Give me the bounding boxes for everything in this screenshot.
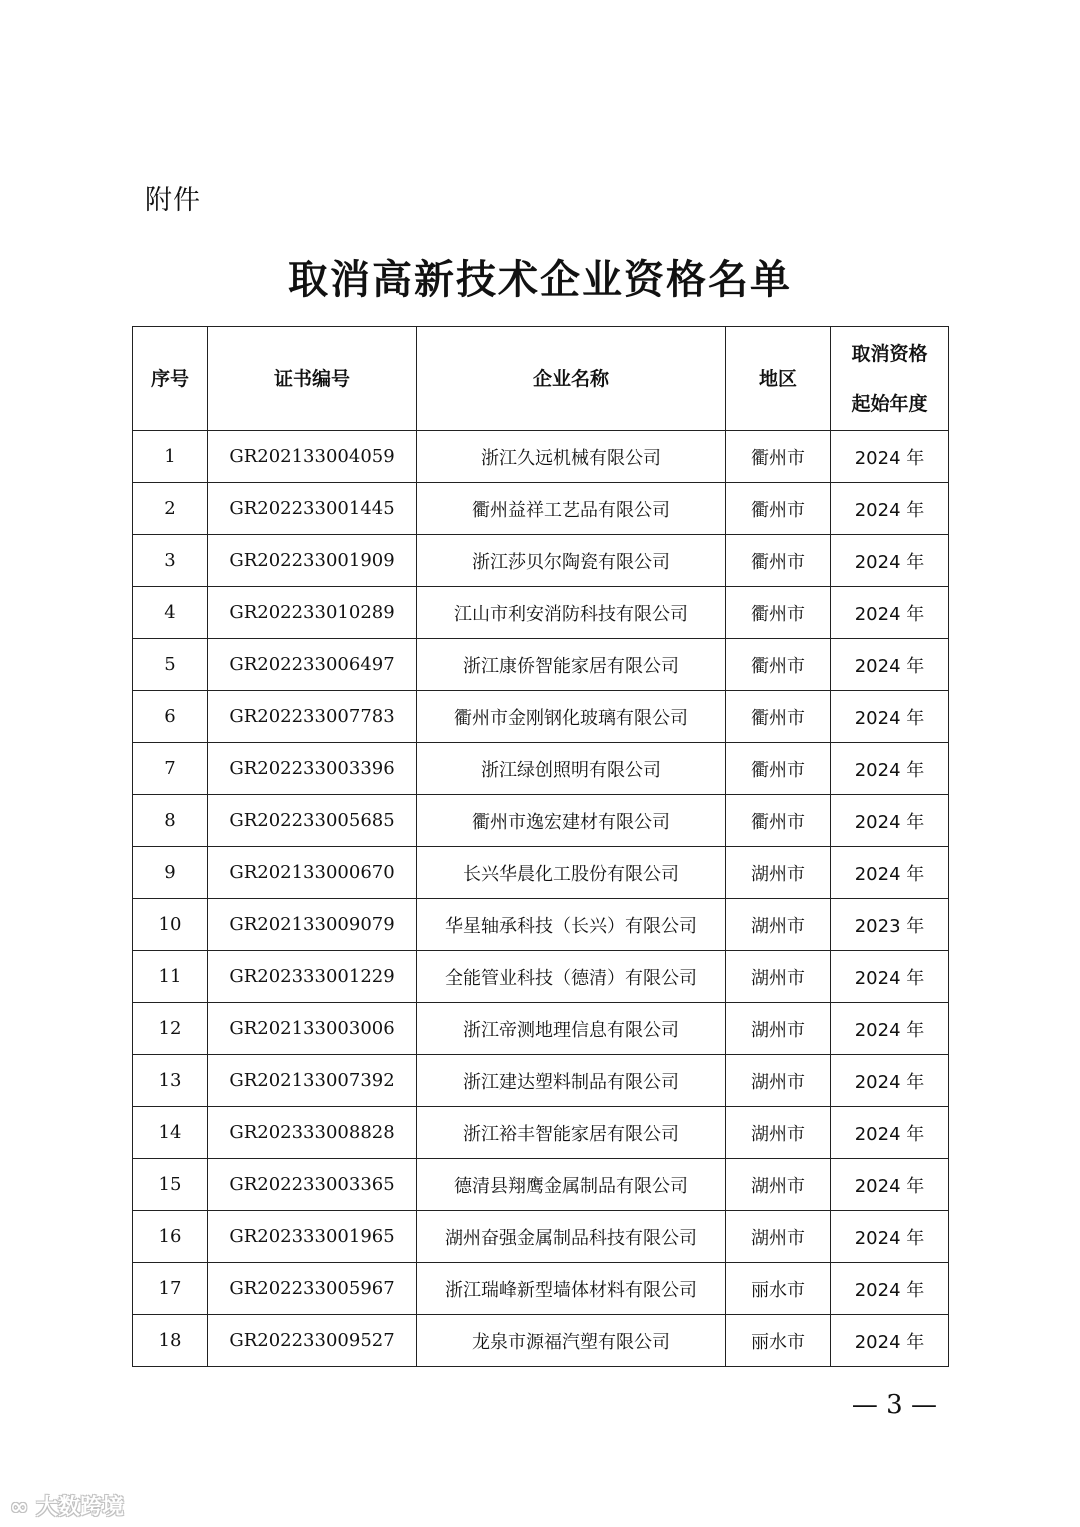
table-body [133,431,949,1367]
cell-year: 2024 年 [831,847,949,899]
cell-company: 龙泉市源福汽塑有限公司 [417,1315,726,1367]
header-year-line1: 取消资格 [851,342,928,365]
table-row [133,1003,949,1055]
cell-cert: GR202233010289 [208,587,417,639]
header-index: 序号 [133,327,208,431]
cell-company: 德清县翔鹰金属制品有限公司 [417,1159,726,1211]
cell-index: 10 [133,899,208,951]
cell-cert: GR202133004059 [208,431,417,483]
cell-index: 9 [133,847,208,899]
cell-region: 衢州市 [726,691,831,743]
cell-cert: GR202133000670 [208,847,417,899]
table-row [133,795,949,847]
table-row [133,1107,949,1159]
cell-year: 2024 年 [831,743,949,795]
cell-year: 2024 年 [831,795,949,847]
cell-cert: GR202333001229 [208,951,417,1003]
cell-region: 衢州市 [726,639,831,691]
cell-year: 2024 年 [831,1211,949,1263]
table-row [133,691,949,743]
cell-region: 衢州市 [726,431,831,483]
cell-cert: GR202233009527 [208,1315,417,1367]
cell-cert: GR202233006497 [208,639,417,691]
cell-cert: GR202233007783 [208,691,417,743]
table-row [133,1159,949,1211]
attachment-label: 附件 [145,185,201,216]
table-row [133,743,949,795]
cell-company: 江山市利安消防科技有限公司 [417,587,726,639]
cell-company: 湖州奋强金属制品科技有限公司 [417,1211,726,1263]
cell-year: 2024 年 [831,951,949,1003]
cell-company: 衢州市金刚钢化玻璃有限公司 [417,691,726,743]
cell-region: 湖州市 [726,847,831,899]
cell-company: 浙江帝测地理信息有限公司 [417,1003,726,1055]
cell-company: 华星轴承科技（长兴）有限公司 [417,899,726,951]
table-row [133,847,949,899]
cell-company: 浙江莎贝尔陶瓷有限公司 [417,535,726,587]
header-cert: 证书编号 [208,327,417,431]
cell-index: 6 [133,691,208,743]
cell-year: 2024 年 [831,1315,949,1367]
cell-company: 长兴华晨化工股份有限公司 [417,847,726,899]
cell-year: 2024 年 [831,1003,949,1055]
table-row [133,899,949,951]
page-number: — 3 — [851,1390,937,1420]
cell-year: 2023 年 [831,899,949,951]
cell-year: 2024 年 [831,691,949,743]
cell-company: 浙江裕丰智能家居有限公司 [417,1107,726,1159]
cell-region: 衢州市 [726,587,831,639]
watermark-logo: ∞ 大数跨境 [10,1495,124,1520]
cell-region: 湖州市 [726,1159,831,1211]
cell-index: 14 [133,1107,208,1159]
table-row [133,1263,949,1315]
cell-cert: GR202233001445 [208,483,417,535]
cell-company: 全能管业科技（德清）有限公司 [417,951,726,1003]
cell-index: 1 [133,431,208,483]
cell-region: 衢州市 [726,743,831,795]
header-company: 企业名称 [417,327,726,431]
cell-cert: GR202333001965 [208,1211,417,1263]
header-region: 地区 [726,327,831,431]
cell-index: 17 [133,1263,208,1315]
cell-index: 4 [133,587,208,639]
header-row [133,327,949,431]
cell-company: 衢州益祥工艺品有限公司 [417,483,726,535]
cell-cert: GR202133007392 [208,1055,417,1107]
cell-region: 湖州市 [726,899,831,951]
cell-index: 16 [133,1211,208,1263]
cell-index: 18 [133,1315,208,1367]
cell-cert: GR202233001909 [208,535,417,587]
cell-region: 丽水市 [726,1263,831,1315]
table-row [133,1315,949,1367]
header-year [831,327,949,431]
table-row [133,535,949,587]
cell-year: 2024 年 [831,483,949,535]
revocation-table [132,326,949,1367]
cell-region: 湖州市 [726,1003,831,1055]
cell-year: 2024 年 [831,1055,949,1107]
cell-cert: GR202133003006 [208,1003,417,1055]
cell-index: 11 [133,951,208,1003]
cell-index: 15 [133,1159,208,1211]
cell-region: 湖州市 [726,1055,831,1107]
table-header [133,327,949,431]
cell-cert: GR202233003365 [208,1159,417,1211]
cell-company: 浙江康侨智能家居有限公司 [417,639,726,691]
cell-company: 浙江建达塑料制品有限公司 [417,1055,726,1107]
header-year-line2: 起始年度 [851,392,928,415]
cell-cert: GR202233005967 [208,1263,417,1315]
cell-region: 衢州市 [726,483,831,535]
cell-company: 浙江瑞峰新型墙体材料有限公司 [417,1263,726,1315]
cell-cert: GR202333008828 [208,1107,417,1159]
cell-cert: GR202133009079 [208,899,417,951]
cell-year: 2024 年 [831,1107,949,1159]
cell-index: 5 [133,639,208,691]
cell-region: 湖州市 [726,1107,831,1159]
cell-index: 12 [133,1003,208,1055]
table-row [133,951,949,1003]
table-row [133,431,949,483]
cell-index: 13 [133,1055,208,1107]
table-row [133,1055,949,1107]
table-row [133,639,949,691]
cell-cert: GR202233003396 [208,743,417,795]
table-row [133,1211,949,1263]
cell-index: 7 [133,743,208,795]
cell-region: 丽水市 [726,1315,831,1367]
cell-year: 2024 年 [831,639,949,691]
cell-index: 2 [133,483,208,535]
cell-year: 2024 年 [831,587,949,639]
cell-company: 浙江久远机械有限公司 [417,431,726,483]
cell-region: 衢州市 [726,795,831,847]
cell-year: 2024 年 [831,431,949,483]
cell-region: 湖州市 [726,1211,831,1263]
table-row [133,587,949,639]
table-row [133,483,949,535]
cell-company: 衢州市逸宏建材有限公司 [417,795,726,847]
cell-region: 湖州市 [726,951,831,1003]
cell-region: 衢州市 [726,535,831,587]
cell-index: 3 [133,535,208,587]
cell-company: 浙江绿创照明有限公司 [417,743,726,795]
cell-year: 2024 年 [831,535,949,587]
cell-year: 2024 年 [831,1159,949,1211]
cell-cert: GR202233005685 [208,795,417,847]
cell-year: 2024 年 [831,1263,949,1315]
page-title: 取消高新技术企业资格名单 [288,257,792,303]
cell-index: 8 [133,795,208,847]
